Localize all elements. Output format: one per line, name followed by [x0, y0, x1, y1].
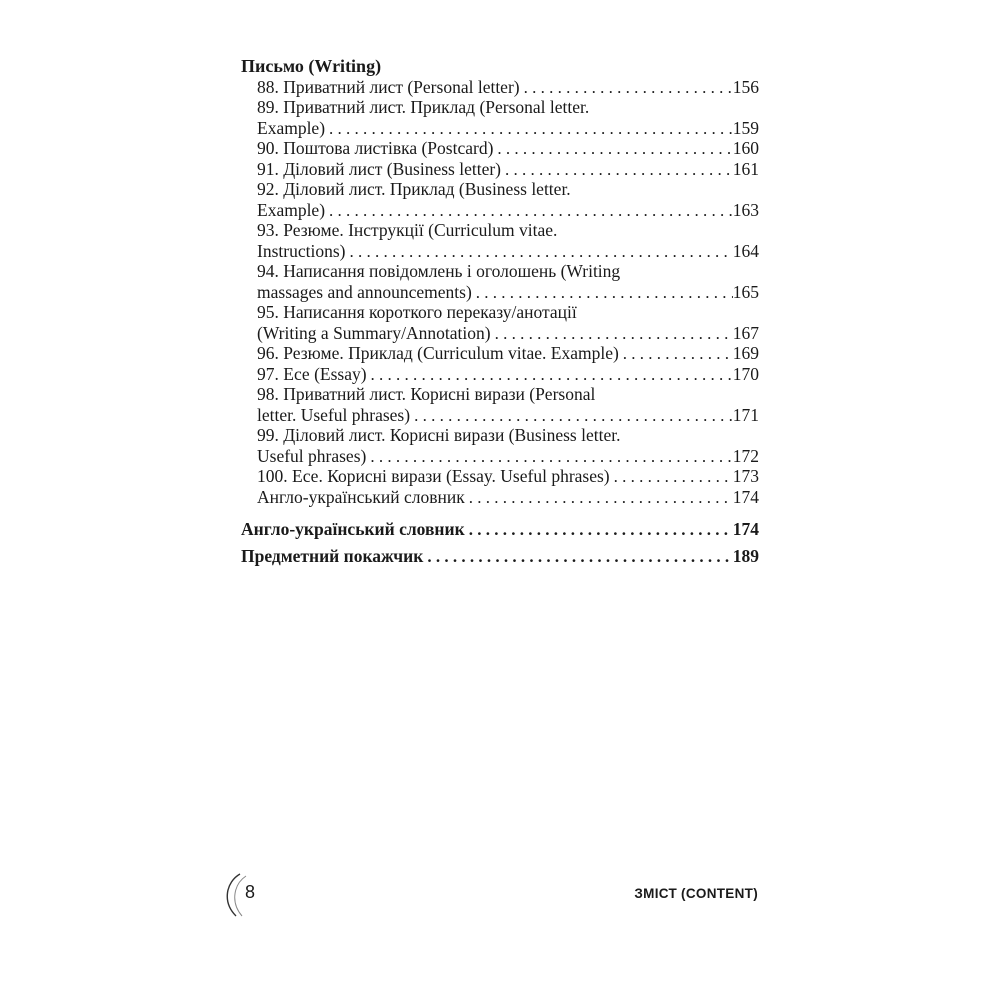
section-title: Письмо (Writing): [241, 56, 382, 76]
dot-leader: [410, 405, 733, 426]
toc-entry: [257, 138, 759, 159]
toc-page-number: 170: [732, 363, 759, 384]
toc-page-number: 159: [732, 117, 759, 138]
toc-entry-title: letter. Useful phrases): [257, 404, 411, 425]
table-of-contents: [241, 56, 759, 572]
toc-page-number: 169: [732, 343, 759, 363]
toc-entry-title: massages and announcements): [257, 281, 472, 302]
toc-entry: [257, 487, 759, 508]
toc-line: [257, 487, 759, 508]
toc-entry-title: Предметний покажчик: [241, 545, 424, 566]
toc-entry: [257, 220, 759, 261]
toc-line: [257, 200, 759, 221]
toc-line: [257, 466, 759, 487]
dot-leader: [465, 487, 733, 508]
toc-page-number: 164: [732, 240, 759, 261]
toc-entry-title: 96. Резюме. Приклад (Curriculum vitae. Example): [257, 343, 619, 363]
toc-entry-title: 93. Резюме. Інструкції (Curriculum vitae.: [257, 220, 558, 240]
toc-entry: [257, 466, 759, 487]
dot-leader: [325, 118, 733, 139]
toc-line: [257, 241, 759, 262]
toc-entry-title: 95. Написання короткого переказу/анотації: [257, 302, 577, 322]
dot-leader: [345, 241, 732, 262]
toc-entry-title: Example): [257, 199, 326, 220]
toc-entry-title: 90. Поштова листівка (Postcard): [257, 138, 494, 158]
dot-leader: [367, 364, 733, 385]
toc-line: [257, 446, 759, 467]
toc-entry: [257, 302, 759, 343]
dot-leader: [610, 466, 733, 487]
toc-entry: [257, 425, 759, 466]
toc-line: [257, 425, 759, 446]
toc-entry: [257, 179, 759, 220]
spacer: [241, 507, 759, 519]
toc-line: [257, 220, 759, 241]
dot-leader: [423, 546, 732, 567]
toc-entry: [257, 261, 759, 302]
toc-page-number: 165: [732, 281, 759, 302]
toc-entry-title: Example): [257, 117, 326, 138]
toc-entry-title: 88. Приватний лист (Personal letter): [257, 76, 520, 97]
toc-line: [257, 261, 759, 282]
toc-page-number: 173: [732, 466, 759, 486]
toc-entry: [257, 364, 759, 385]
toc-line: [257, 118, 759, 139]
toc-line: [257, 138, 759, 159]
toc-entry-title: 89. Приватний лист. Приклад (Personal letter.: [257, 97, 590, 117]
toc-entries: [257, 77, 759, 508]
dot-leader: [501, 159, 733, 180]
toc-line: [257, 282, 759, 303]
toc-entry-title: Англо-український словник: [241, 519, 465, 539]
toc-entry: [257, 159, 759, 180]
toc-page-number: 167: [732, 322, 759, 343]
toc-entry-title: 97. Есе (Essay): [257, 363, 367, 384]
toc-entry-title: 94. Написання повідомлень і оголошень (Writing: [257, 261, 621, 281]
toc-line: [241, 519, 759, 540]
dot-leader: [472, 282, 733, 303]
toc-line: [257, 77, 759, 98]
dot-leader: [493, 138, 732, 159]
toc-page-number: 174: [732, 486, 759, 507]
toc-bottom-entries: [241, 519, 759, 566]
toc-entry-title: 99. Діловий лист. Корисні вирази (Business letter.: [257, 425, 621, 445]
toc-entry-title: (Writing a Summary/Annotation): [257, 322, 491, 343]
toc-entry-title: 91. Діловий лист (Business letter): [257, 158, 502, 179]
toc-page-number: 163: [732, 199, 759, 220]
toc-line: [257, 302, 759, 323]
toc-page-number: 189: [732, 545, 759, 566]
toc-line: [257, 364, 759, 385]
toc-entry: [257, 384, 759, 425]
toc-line: [257, 405, 759, 426]
toc-page-number: 161: [732, 158, 759, 179]
toc-entry-title: 92. Діловий лист. Приклад (Business letter.: [257, 179, 571, 199]
toc-line: [241, 546, 759, 567]
toc-entry-title: Instructions): [257, 240, 346, 261]
dot-leader: [465, 519, 733, 540]
toc-page-number: 171: [732, 404, 759, 425]
toc-line: [257, 323, 759, 344]
toc-entry-title: Useful phrases): [257, 445, 367, 466]
toc-line: [257, 179, 759, 200]
toc-line: [257, 97, 759, 118]
toc-page-number: 156: [732, 76, 759, 97]
toc-line: [257, 159, 759, 180]
toc-line: [257, 384, 759, 405]
toc-page-number: 160: [732, 138, 759, 158]
toc-line: [257, 343, 759, 364]
dot-leader: [520, 77, 733, 98]
dot-leader: [619, 343, 733, 364]
toc-entry: [257, 97, 759, 138]
toc-entry: [257, 77, 759, 98]
dot-leader: [325, 200, 733, 221]
dot-leader: [491, 323, 733, 344]
toc-entry-title: 98. Приватний лист. Корисні вирази (Personal: [257, 384, 596, 404]
toc-entry-title: Англо-український словник: [257, 486, 465, 507]
page-number: 8: [245, 882, 256, 902]
toc-page-number: 172: [732, 445, 759, 466]
dot-leader: [366, 446, 732, 467]
toc-entry-title: 100. Есе. Корисні вирази (Essay. Useful phrases): [257, 466, 610, 486]
toc-page-number: 174: [732, 519, 759, 539]
toc-entry: [257, 343, 759, 364]
running-head: ЗМІСТ (CONTENT): [634, 886, 758, 901]
